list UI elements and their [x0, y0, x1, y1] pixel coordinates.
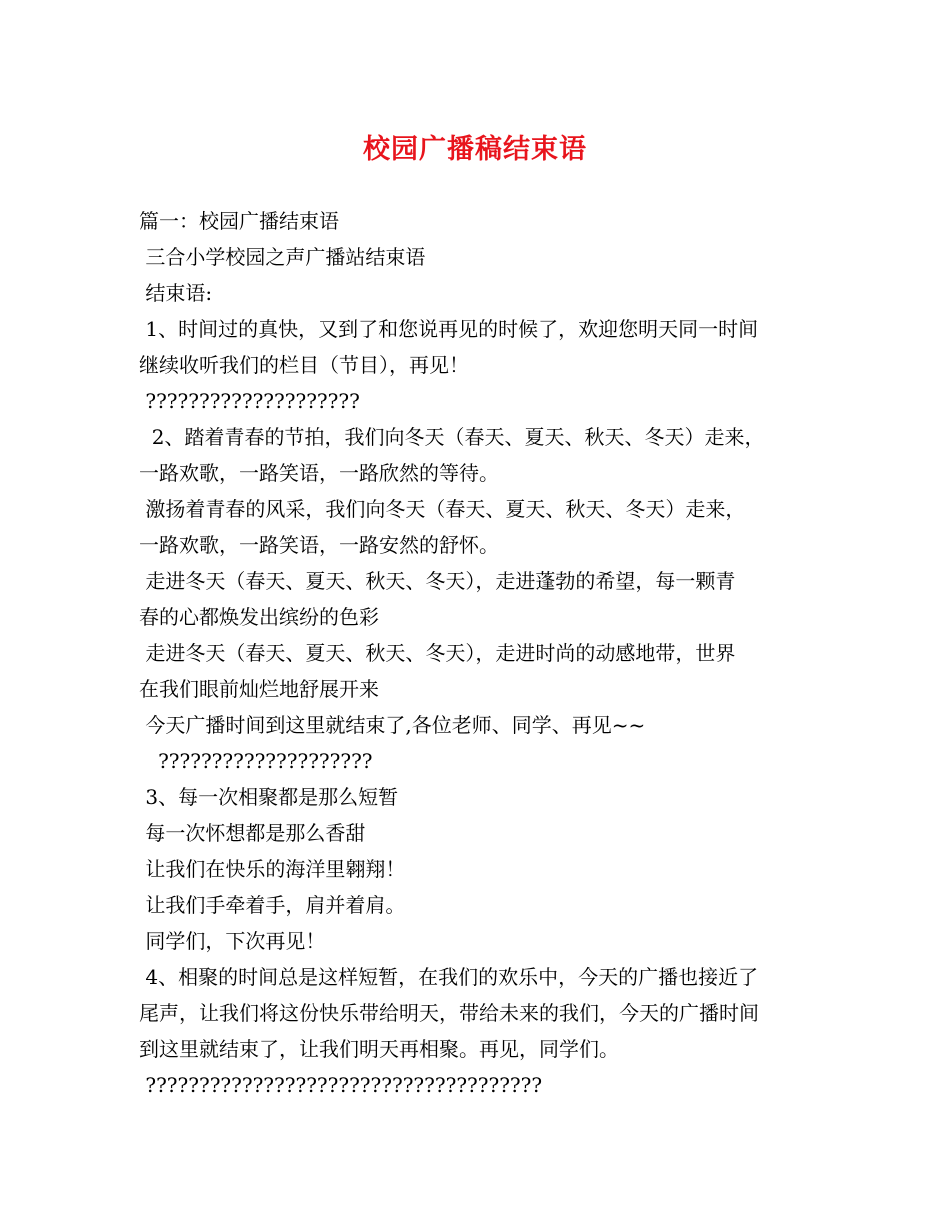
text-line: 1、时间过的真快，又到了和您说再见的时候了，欢迎您明天同一时间: [139, 317, 759, 341]
text-line: 让我们手牵着手，肩并着肩。: [139, 893, 406, 917]
text-line: 今天广播时间到这里就结束了,各位老师、同学、再见~~: [139, 713, 646, 737]
text-line: ????????????????????: [139, 389, 360, 413]
text-line: 一路欢歌，一路笑语，一路欣然的等待。: [139, 461, 499, 485]
text-line: 继续收听我们的栏目（节目），再见！: [139, 353, 469, 377]
text-line: 激扬着青春的风采，我们向冬天（春天、夏天、秋天、冬天）走来，: [139, 497, 746, 521]
text-line: 篇一：校园广播结束语: [139, 209, 339, 233]
text-line: ?????????????????????????????????????: [139, 1073, 543, 1097]
text-line: 走进冬天（春天、夏天、秋天、冬天），走进蓬勃的希望，每一颗青: [139, 569, 736, 593]
text-line: ????????????????????: [139, 749, 373, 773]
text-line: 让我们在快乐的海洋里翱翔！: [139, 857, 406, 881]
text-line: 三合小学校园之声广播站结束语: [139, 245, 426, 269]
text-line: 春的心都焕发出缤纷的色彩: [139, 605, 379, 629]
text-line: 尾声，让我们将这份快乐带给明天，带给未来的我们，今天的广播时间: [139, 1001, 759, 1025]
text-line: 一路欢歌，一路笑语，一路安然的舒怀。: [139, 533, 499, 557]
text-line: 2、踏着青春的节拍，我们向冬天（春天、夏天、秋天、冬天）走来，: [139, 425, 765, 449]
text-line: 3、每一次相聚都是那么短暂: [139, 785, 399, 809]
text-line: 4、相聚的时间总是这样短暂，在我们的欢乐中，今天的广播也接近了: [139, 965, 759, 989]
text-line: 走进冬天（春天、夏天、秋天、冬天），走进时尚的动感地带，世界: [139, 641, 736, 665]
text-line: 同学们，下次再见！: [139, 929, 326, 953]
page-title: 校园广播稿结束语: [363, 134, 587, 165]
text-line: 结束语:: [139, 281, 213, 305]
text-line: 每一次怀想都是那么香甜: [139, 821, 366, 845]
text-line: 在我们眼前灿烂地舒展开来: [139, 677, 379, 701]
document-body: [139, 203, 839, 1103]
text-line: 到这里就结束了，让我们明天再相聚。再见，同学们。: [139, 1037, 619, 1061]
